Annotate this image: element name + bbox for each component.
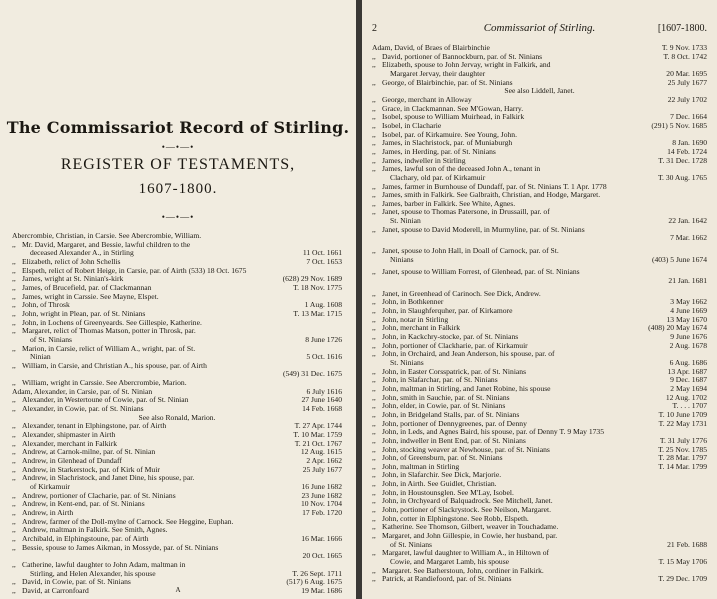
entry-text: John, merchant in Falkirk bbox=[382, 323, 461, 333]
entry-text: John, in Easter Corsspatrick, par. of St. Ninians bbox=[382, 366, 527, 376]
ditto-mark: ,, bbox=[12, 559, 16, 569]
ditto-mark: ,, bbox=[372, 314, 376, 324]
entry-date: 20 Oct. 1665 bbox=[302, 551, 342, 561]
entry-date: 8 Jan. 1690 bbox=[672, 138, 707, 148]
entry-text: Janet, spouse to Thomas Patersone, in Drussaill, par. of bbox=[382, 207, 550, 217]
entry-text: John, in Lochens of Greenyeards. See Gillespie, Katherine. bbox=[22, 317, 202, 327]
ditto-mark: ,, bbox=[372, 77, 376, 87]
entry-date: T. 8 Oct. 1742 bbox=[663, 51, 707, 61]
entry-text: Cowie, and Margaret Lamb, his spouse bbox=[390, 557, 510, 567]
entry-text: Stirling, and Helen Alexander, his spouse bbox=[30, 568, 156, 578]
entry-text: See also Liddell, Janet. bbox=[504, 86, 575, 96]
entry-date: 16 Mar. 1666 bbox=[301, 533, 342, 543]
entry-date: T. 26 Sept. 1711 bbox=[292, 568, 342, 578]
ditto-mark: ,, bbox=[12, 438, 16, 448]
entry-text: James, wright in Carssie. See Mayne, Elspet. bbox=[22, 291, 159, 301]
ditto-mark: ,, bbox=[372, 444, 376, 454]
entry-date: 22 Jan. 1642 bbox=[668, 216, 707, 226]
entry-date: 7 Oct. 1653 bbox=[306, 256, 342, 266]
entry-date: 25 July 1677 bbox=[667, 77, 707, 87]
entry-date: 4 June 1669 bbox=[670, 306, 707, 315]
ditto-mark: ,, bbox=[12, 404, 16, 414]
entry-date: 21 Jan. 1681 bbox=[668, 276, 707, 286]
ditto-mark: ,, bbox=[12, 447, 16, 457]
entry-date: 14 Feb. 1668 bbox=[302, 404, 342, 414]
ditto-mark: ,, bbox=[372, 366, 376, 376]
entry-date: 13 Apr. 1687 bbox=[667, 366, 707, 376]
entry-text: John, in Leds, and Agnes Baird, his spouse, par. of Denny T. 9 May 1735 bbox=[382, 427, 605, 437]
entry-date: 12 Aug. 1615 bbox=[300, 447, 342, 457]
ditto-mark: ,, bbox=[372, 288, 376, 298]
entry-date: 23 June 1682 bbox=[301, 490, 342, 500]
ditto-mark: ,, bbox=[372, 267, 376, 277]
ditto-mark: ,, bbox=[372, 181, 376, 191]
entry-text: Andrew, in Glenhead of Dundaff bbox=[22, 456, 122, 466]
ditto-mark: ,, bbox=[372, 522, 376, 532]
entry-text: John, maltman in Stirling bbox=[382, 461, 460, 471]
ditto-mark: ,, bbox=[372, 198, 376, 208]
entry-text: David, at Carronfoard bbox=[22, 585, 89, 595]
ditto-mark: ,, bbox=[372, 190, 376, 200]
entry-date: 22 July 1702 bbox=[667, 94, 707, 104]
entry-text: Catherine, lawful daughter to John Adam, maltman in bbox=[22, 559, 186, 569]
ditto-mark: ,, bbox=[12, 291, 16, 301]
entry-text: John, in Bridgeland Stalls, par. of St. Ninians bbox=[382, 409, 520, 419]
running-header bbox=[372, 23, 707, 37]
entry-text: Marion, in Carsie, relict of William A., wright, par. of St. bbox=[22, 343, 196, 353]
entry-text: John, in Houstounsglen. See M'Lay, Isobel. bbox=[382, 487, 514, 497]
entry-text: William, wright in Carssie. See Abercrombie, Marion. bbox=[22, 378, 187, 388]
entry-text: Adam, David, of Braes of Blairbinchie bbox=[372, 43, 490, 52]
ditto-mark: ,, bbox=[12, 516, 16, 526]
ditto-mark: ,, bbox=[372, 164, 376, 174]
year-range: [1607-1800. bbox=[657, 23, 707, 34]
ditto-mark: ,, bbox=[372, 409, 376, 419]
entry-text: Andrew, maltman in Falkirk. See Smith, Agnes. bbox=[22, 525, 168, 535]
entry-text: of St. Ninians bbox=[390, 539, 432, 549]
entry-text: James, lawful son of the deceased John A., tenant in bbox=[382, 164, 541, 174]
entry-text: Alexander, in Westertoune of Cowie, par. of St. Ninian bbox=[22, 395, 189, 405]
entry-date: T. 13 Mar. 1715 bbox=[293, 308, 342, 318]
ditto-mark: ,, bbox=[12, 577, 16, 587]
page-number: 2 bbox=[372, 23, 377, 34]
entry-date: 8 June 1726 bbox=[305, 334, 342, 344]
entry-date: 27 June 1640 bbox=[301, 395, 342, 405]
ditto-mark: ,, bbox=[372, 246, 376, 256]
entry-text: Janet, spouse to David Moderell, in Murmyline, par. of St. Ninians bbox=[382, 224, 585, 234]
ditto-mark: ,, bbox=[372, 453, 376, 463]
entry-date: 14 Feb. 1724 bbox=[667, 146, 707, 156]
entry-text: James, farmer in Burnhouse of Dundaff, par. of St. Ninians T. 1 Apr. 1778 bbox=[382, 181, 607, 191]
entry-text: John, in Kackchry-stocke, par. of St. Ninians bbox=[382, 331, 519, 341]
ditto-mark: ,, bbox=[372, 120, 376, 130]
entry-date: T. 18 Nov. 1775 bbox=[293, 282, 342, 292]
entry-date: 9 June 1676 bbox=[670, 331, 707, 341]
ditto-mark: ,, bbox=[372, 60, 376, 70]
entry-text: Janet, spouse to John Hall, in Doall of Carnock, par. of St. bbox=[382, 246, 559, 256]
ditto-mark: ,, bbox=[12, 421, 16, 431]
entry-text: John, in Orchyeard of Balquadrock. See Mitchell, Janet. bbox=[382, 496, 553, 506]
entry-text: William, in Carsie, and Christian A., his spouse, par. of Airth bbox=[22, 360, 207, 370]
entry-text: Alexander, merchant in Falkirk bbox=[22, 438, 118, 448]
entry-date: 16 June 1682 bbox=[301, 482, 342, 492]
ditto-mark: ,, bbox=[372, 323, 376, 333]
ditto-mark: ,, bbox=[12, 274, 16, 284]
entry-date: 7 Dec. 1664 bbox=[670, 112, 707, 122]
entry-date: (408) 20 May 1674 bbox=[648, 323, 707, 333]
ditto-mark: ,, bbox=[372, 479, 376, 489]
entry-text: Andrew, portioner of Clacharie, par. of St. Ninians bbox=[22, 490, 176, 500]
ditto-mark: ,, bbox=[372, 340, 376, 350]
entry-text: John, portioner of Slackrystock. See Neilson, Margaret. bbox=[382, 505, 551, 515]
ditto-mark: ,, bbox=[12, 378, 16, 388]
entry-text: John, stocking weaver at Newhouse, par. of St. Ninians bbox=[382, 444, 550, 454]
entry-text: James, in Slachristock, par. of Muniaburgh bbox=[382, 138, 513, 148]
ditto-mark: ,, bbox=[12, 360, 16, 370]
ditto-mark: ,, bbox=[372, 418, 376, 428]
ditto-mark: ,, bbox=[372, 138, 376, 148]
ditto-mark: ,, bbox=[12, 464, 16, 474]
entry-text: Katherine. See Thomson, Gilbert, weaver in Touchadame. bbox=[382, 522, 559, 532]
entry-text: Andrew, in Starkerstock, par. of Kirk of Muir bbox=[22, 464, 160, 474]
entry-text: Isobel, par. of Kirkamuire. See Young, John. bbox=[382, 129, 517, 139]
ditto-mark: ,, bbox=[12, 473, 16, 483]
entry-text: Clachary, old par. of Kirkamuir bbox=[390, 172, 486, 182]
entry-text: Elizabeth, spouse to John Jervay, wright in Falkirk, and bbox=[382, 60, 551, 70]
ditto-mark: ,, bbox=[12, 343, 16, 353]
ditto-mark: ,, bbox=[12, 317, 16, 327]
ditto-mark: ,, bbox=[372, 427, 376, 437]
entry-row bbox=[372, 575, 707, 584]
entry-text: John, portioner of Clackharie, par. of Kirkamuir bbox=[382, 340, 528, 350]
entry-date: 6 July 1616 bbox=[306, 386, 342, 396]
entry-text: of St. Ninians bbox=[30, 334, 72, 344]
entry-text: George, merchant in Alloway bbox=[382, 94, 472, 104]
entry-text: John, in Orchaird, and Jean Anderson, his spouse, par. of bbox=[382, 349, 555, 359]
entry-date: T. 22 May 1731 bbox=[658, 418, 707, 428]
entry-row bbox=[372, 277, 707, 286]
entry-text: St. Ninians bbox=[390, 357, 424, 367]
entry-text: John, maltman in Stirling, and Janet Robine, his spouse bbox=[382, 383, 551, 393]
ditto-mark: ,, bbox=[372, 306, 376, 315]
entry-date: T. 9 Nov. 1733 bbox=[661, 43, 707, 52]
ditto-mark: ,, bbox=[372, 112, 376, 122]
entry-row bbox=[372, 256, 707, 265]
ditto-mark: ,, bbox=[372, 297, 376, 307]
entry-text: John, smith in Sauchie, par. of St. Ninians bbox=[382, 392, 510, 402]
ditto-mark: ,, bbox=[12, 326, 16, 336]
entry-date: 2 Apr. 1662 bbox=[306, 456, 342, 466]
entry-date: 19 Mar. 1686 bbox=[301, 585, 342, 595]
ditto-mark: ,, bbox=[12, 456, 16, 466]
running-title: Commissariot of Stirling. bbox=[483, 22, 596, 34]
entry-text: Mr. David, Margaret, and Bessie, lawful children to the bbox=[22, 239, 191, 249]
entry-text: John, of Greensburn, par. of St. Ninians bbox=[382, 453, 503, 463]
entry-date: T. 15 May 1706 bbox=[658, 557, 707, 567]
entry-row bbox=[372, 226, 707, 235]
entry-text: John, in Slafarchir. See Dick, Marjorie. bbox=[382, 470, 502, 480]
ditto-mark: ,, bbox=[372, 375, 376, 385]
entry-text: Elspeth, relict of Robert Heige, in Carsie, par. of Airth (533) 18 Oct. 1675 bbox=[22, 265, 247, 275]
entry-text: John, wright in Plean, par. of St. Ninians bbox=[22, 308, 146, 318]
ditto-mark: ,, bbox=[372, 224, 376, 234]
entry-text: James, barber in Falkirk. See White, Agnes. bbox=[382, 198, 516, 208]
entry-date: T. 27 Apr. 1744 bbox=[294, 421, 342, 431]
ditto-mark: ,, bbox=[372, 383, 376, 393]
entry-date: T. 25 Nov. 1785 bbox=[658, 444, 707, 454]
entry-text: Isobel, in Clacharie bbox=[382, 120, 442, 130]
entry-text: John, in Slafarchar, par. of St. Ninians bbox=[382, 375, 498, 385]
ditto-mark: ,, bbox=[372, 565, 376, 575]
entry-date: 3 May 1662 bbox=[670, 297, 707, 307]
entry-text: John, in Bothkenner bbox=[382, 297, 444, 307]
ditto-mark: ,, bbox=[372, 155, 376, 165]
left-entry-list bbox=[12, 232, 342, 596]
entry-date: 2 May 1694 bbox=[670, 383, 707, 393]
entry-row bbox=[372, 268, 707, 277]
register-title: REGISTER OF TESTAMENTS, bbox=[60, 156, 296, 173]
entry-row bbox=[12, 544, 342, 553]
entry-text: George, of Blairbinchie, par. of St. Ninians bbox=[382, 77, 513, 87]
ditto-mark: ,, bbox=[372, 331, 376, 341]
entry-text: Margaret Jervay, their daughter bbox=[390, 68, 486, 78]
entry-date: T. 31 July 1776 bbox=[659, 435, 707, 445]
ditto-mark: ,, bbox=[372, 392, 376, 402]
entry-text: Adam, Alexander, in Carsie, par. of St. Ninian bbox=[12, 386, 153, 396]
entry-date: T. 29 Dec. 1709 bbox=[658, 574, 707, 584]
entry-date: 2 Aug. 1678 bbox=[669, 340, 707, 350]
entry-text: Andrew, in Kent-end, par. of St. Ninians bbox=[22, 499, 145, 509]
ditto-mark: ,, bbox=[372, 51, 376, 61]
entry-date: (291) 5 Nov. 1685 bbox=[651, 120, 707, 130]
entry-date: 13 May 1670 bbox=[666, 314, 707, 324]
ditto-mark: ,, bbox=[12, 542, 16, 552]
entry-text: John, notar in Stirling bbox=[382, 314, 449, 324]
entry-date: 5 Oct. 1616 bbox=[306, 352, 342, 362]
ditto-mark: ,, bbox=[372, 146, 376, 156]
left-page bbox=[0, 0, 356, 599]
entry-text: James, indweller in Stirling bbox=[382, 155, 466, 165]
entry-text: David, in Cowie, par. of St. Ninians bbox=[22, 577, 131, 587]
entry-text: John, indweller in Bent End, par. of St. Ninians bbox=[382, 435, 526, 445]
ditto-mark: ,, bbox=[372, 94, 376, 104]
entry-text: James, wright at St. Ninian's-kirk bbox=[22, 274, 124, 284]
ditto-mark: ,, bbox=[372, 129, 376, 139]
ditto-mark: ,, bbox=[372, 531, 376, 541]
ditto-mark: ,, bbox=[372, 505, 376, 515]
entry-text: Ninian bbox=[30, 352, 51, 362]
ditto-mark: ,, bbox=[372, 349, 376, 359]
right-entry-list bbox=[372, 44, 707, 584]
entry-date: 25 July 1677 bbox=[302, 464, 342, 474]
entry-text: St. Ninian bbox=[390, 216, 421, 226]
entry-text: of Kirkamuir bbox=[30, 482, 70, 492]
entry-text: Alexander, in Cowie, par. of St. Ninians bbox=[22, 404, 144, 414]
entry-text: Isobel, spouse to William Muirhead, in Falkirk bbox=[382, 112, 525, 122]
ornament-bottom: •—•—• bbox=[161, 212, 195, 222]
entry-date: T. 10 Mar. 1759 bbox=[293, 430, 342, 440]
entry-text: Elizabeth, relict of John Schellis bbox=[22, 256, 121, 266]
ditto-mark: ,, bbox=[12, 265, 16, 275]
ditto-mark: ,, bbox=[372, 435, 376, 445]
ditto-mark: ,, bbox=[12, 300, 16, 310]
entry-date: T. 14 Mar. 1799 bbox=[658, 461, 707, 471]
entry-date: (628) 29 Nov. 1689 bbox=[282, 274, 342, 284]
ditto-mark: ,, bbox=[12, 395, 16, 405]
entry-date: T. . . . 1707 bbox=[672, 401, 707, 411]
entry-date: 9 Dec. 1687 bbox=[670, 375, 707, 385]
ditto-mark: ,, bbox=[372, 496, 376, 506]
entry-text: James, smith in Falkirk. See Galbraith, Christian, and Hodge, Margaret. bbox=[382, 190, 601, 200]
entry-text: Margaret. See Batherstoun, John, cordiner in Falkirk. bbox=[382, 565, 544, 575]
ornament-top: •—•—• bbox=[161, 142, 195, 152]
page-signature: A bbox=[175, 586, 181, 594]
entry-date: (517) 6 Aug. 1675 bbox=[286, 577, 342, 587]
entry-text: John, in Slaughferquher, par. of Kirkamore bbox=[382, 306, 513, 315]
entry-text: Andrew, farmer of the Doll-mylne of Carnock. See Heggine, Euphan. bbox=[22, 516, 234, 526]
entry-text: John, portioner of Dennygreenes, par. of Denny bbox=[382, 418, 527, 428]
ditto-mark: ,, bbox=[12, 430, 16, 440]
ditto-mark: ,, bbox=[372, 513, 376, 523]
ditto-mark: ,, bbox=[372, 470, 376, 480]
entry-text: Janet, in Greenhead of Carinoch. See Dick, Andrew. bbox=[382, 288, 541, 298]
ditto-mark: ,, bbox=[372, 207, 376, 217]
entry-date: 6 Aug. 1686 bbox=[669, 357, 707, 367]
entry-text: Patrick, at Randiefoord, par. of St. Ninians bbox=[382, 574, 512, 584]
entry-text: Grace, in Clackmannan. See M'Gowan, Harry. bbox=[382, 103, 524, 113]
ditto-mark: ,, bbox=[372, 401, 376, 411]
entry-date: 20 Mar. 1695 bbox=[666, 68, 707, 78]
entry-text: Janet, spouse to William Forrest, of Glenhead, par. of St. Ninians bbox=[382, 267, 580, 277]
entry-date: T. 21 Oct. 1767 bbox=[294, 438, 342, 448]
register-years: 1607-1800. bbox=[138, 181, 218, 197]
ditto-mark: ,, bbox=[12, 282, 16, 292]
entry-text: Margaret, lawful daughter to William A., in Hiltown of bbox=[382, 548, 550, 558]
entry-text: Abercrombie, Christian, in Carsie. See Abercrombie, William. bbox=[12, 231, 202, 240]
entry-text: See also Ronald, Marion. bbox=[138, 412, 216, 422]
ditto-mark: ,, bbox=[12, 490, 16, 500]
entry-date: 1 Aug. 1608 bbox=[304, 300, 342, 310]
ditto-mark: ,, bbox=[12, 585, 16, 595]
ditto-mark: ,, bbox=[12, 256, 16, 266]
entry-date: T. 28 Mar. 1797 bbox=[658, 453, 707, 463]
entry-text: James, of Brucefield, par. of Clackmannan bbox=[22, 282, 152, 292]
ditto-mark: ,, bbox=[12, 308, 16, 318]
entry-text: Bessie, spouse to James Aikman, in Mossyde, par. of St. Ninians bbox=[22, 542, 219, 552]
entry-text: Margaret, relict of Thomas Matson, potter in Throsk, par. bbox=[22, 326, 196, 336]
entry-text: David, portioner of Bannockburn, par. of St. Ninians bbox=[382, 51, 543, 61]
entry-date: 7 Mar. 1662 bbox=[670, 233, 707, 243]
entry-date: 10 Nov. 1704 bbox=[300, 499, 342, 509]
entry-row bbox=[12, 345, 342, 354]
entry-date: 21 Feb. 1688 bbox=[667, 539, 707, 549]
ditto-mark: ,, bbox=[372, 487, 376, 497]
entry-date: 17 Feb. 1720 bbox=[302, 507, 342, 517]
entry-date: T. 10 June 1709 bbox=[658, 409, 707, 419]
ditto-mark: ,, bbox=[12, 525, 16, 535]
entry-date: 11 Oct. 1661 bbox=[302, 248, 342, 258]
ditto-mark: ,, bbox=[372, 548, 376, 558]
entry-date: T. 30 Aug. 1765 bbox=[657, 172, 707, 182]
entry-row bbox=[372, 208, 707, 217]
ditto-mark: ,, bbox=[372, 574, 376, 584]
entry-date: T. 31 Dec. 1728 bbox=[658, 155, 707, 165]
ditto-mark: ,, bbox=[12, 507, 16, 517]
book-title: The Commissariot Record of Stirling. bbox=[6, 118, 350, 137]
entry-text: deceased Alexander A., in Stirling bbox=[30, 248, 134, 258]
ditto-mark: ,, bbox=[372, 461, 376, 471]
right-page bbox=[362, 0, 717, 599]
entry-text: Andrew, at Carnok-milne, par. of St. Ninian bbox=[22, 447, 156, 457]
ditto-mark: ,, bbox=[12, 533, 16, 543]
entry-date: 12 Aug. 1702 bbox=[665, 392, 707, 402]
entry-date: (403) 5 June 1674 bbox=[651, 254, 707, 264]
entry-text: Margaret, and John Gillespie, in Cowie, her husband, par. bbox=[382, 531, 558, 541]
entry-text: John, elder, in Cowie, par. of St. Ninians bbox=[382, 401, 506, 411]
entry-date: (549) 31 Dec. 1675 bbox=[282, 369, 342, 379]
entry-text: Alexander, shipmaster in Airth bbox=[22, 430, 116, 440]
entry-text: Archibald, in Elphingstoune, par. of Airth bbox=[22, 533, 149, 543]
ditto-mark: ,, bbox=[12, 239, 16, 249]
entry-text: Ninians bbox=[390, 254, 414, 264]
ditto-mark: ,, bbox=[372, 103, 376, 113]
entry-row bbox=[372, 234, 707, 243]
entry-text: Andrew, in Airth bbox=[22, 507, 74, 517]
ditto-mark: ,, bbox=[12, 499, 16, 509]
entry-text: Alexander, tenant in Elphingstone, par. of Airth bbox=[22, 421, 167, 431]
entry-text: James, in Herding, par. of St. Ninians bbox=[382, 146, 496, 156]
entry-text: John, in Airth. See Guidlet, Christian. bbox=[382, 479, 497, 489]
entry-text: Andrew, in Slachristock, and Janet Dine, his spouse, par. bbox=[22, 473, 195, 483]
entry-text: John, cotter in Elphingstone. See Robb, Elspeth. bbox=[382, 513, 529, 523]
entry-text: John, of Throsk bbox=[22, 300, 70, 310]
